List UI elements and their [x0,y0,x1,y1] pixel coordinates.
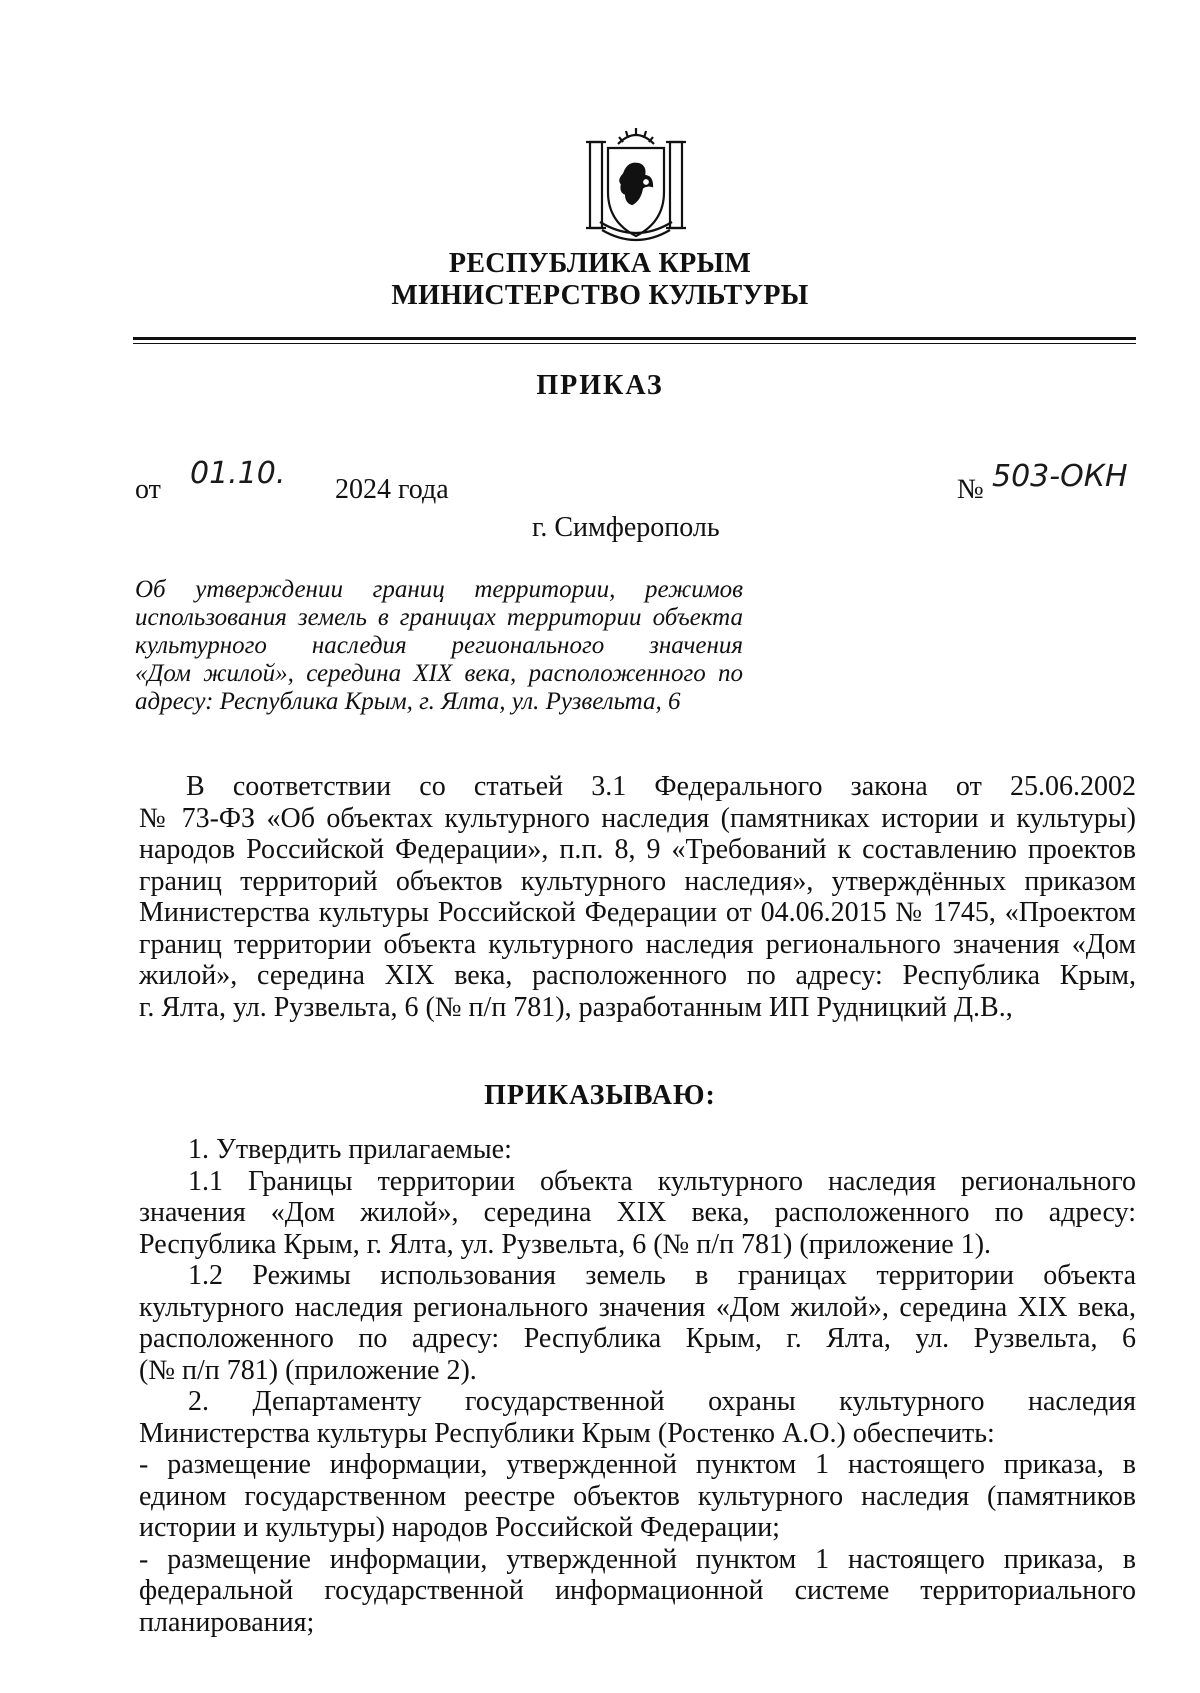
bullet-1-line: едином государственном реестре объектов культурного наследия (памятников [139,1480,1136,1512]
item-2-line: Министерства культуры Республики Крым (Ростенко А.О.) обеспечить: [139,1417,995,1449]
preamble-line: В соответствии со статьей 3.1 Федерального закона от 25.06.2002 [186,771,1136,802]
handwritten-date: 01.10. [190,456,286,491]
preamble-line: границ территории объекта культурного наследия регионального значения «Дом [139,928,1136,960]
preamble-line: народов Российской Федерации», п.п. 8, 9 «Требований к составлению проектов [139,834,1136,865]
preamble-line: № 73-ФЗ «Об объектах культурного наследия (памятниках истории и культуры) [139,802,1136,834]
title-line: адресу: Республика Крым, г. Ялта, ул. Рузвельта, 6 [135,688,681,715]
preamble-line: границ территорий объектов культурного наследия», утверждённых приказом [139,865,1136,897]
order-heading: ПРИКАЗЫВАЮ: [484,1080,716,1111]
crimea-coat-of-arms-icon [580,122,692,246]
date-prefix: от [135,474,161,505]
city: г. Симферополь [532,512,720,543]
coat-of-arms-emblem [580,122,692,246]
title-line: культурного наследия регионального значения [135,632,743,659]
item-1-2-line: расположенного по адресу: Республика Крым, г. Ялта, ул. Рузвельта, 6 [139,1323,1136,1354]
item-1-1-line: Республика Крым, г. Ялта, ул. Рузвельта, 6 (№ п/п 781) (приложение 1). [139,1228,992,1260]
bullet-2-line: - размещение информации, утвержденной пунктом 1 настоящего приказа, в [139,1543,1136,1575]
item-1-1-line: 1.1 Границы территории объекта культурного наследия регионального [188,1165,1136,1197]
order-items [139,1134,1136,1638]
header-divider-thick [133,337,1136,340]
preamble [139,771,1136,1023]
bullet-2-line: федеральной государственной информационной системе территориального [139,1575,1136,1606]
title-line: «Дом жилой», середина XIX века, расположенного по [135,660,743,687]
item-1-2-line: 1.2 Режимы использования земель в границах территории объекта [188,1260,1136,1291]
bullet-1-line: - размещение информации, утвержденной пунктом 1 настоящего приказа, в [139,1449,1136,1480]
document-title [135,576,743,716]
handwritten-number: 503-ОКН [992,459,1128,494]
item-1-1-line: значения «Дом жилой», середина XIX века, расположенного по адресу: [139,1197,1136,1228]
preamble-line: Министерства культуры Российской Федерации от 04.06.2015 № 1745, «Проектом [139,897,1136,928]
item-1-2-line: (№ п/п 781) (приложение 2). [139,1354,477,1386]
title-line: использования земель в границах территории объекта [135,604,743,631]
item-2-line: 2. Департаменту государственной охраны культурного наследия [188,1386,1136,1417]
header-divider-thin [133,343,1136,344]
number-sign: № [957,474,984,505]
date-year: 2024 года [335,474,449,505]
bullet-1-line: истории и культуры) народов Российской Федерации; [139,1512,780,1543]
header-republic: РЕСПУБЛИКА КРЫМ [448,248,752,279]
item-1: 1. Утвердить прилагаемые: [188,1134,512,1165]
header-ministry: МИНИСТЕРСТВО КУЛЬТУРЫ [391,280,809,311]
preamble-line: г. Ялта, ул. Рузвельта, 6 (№ п/п 781), разработанным ИП Рудницкий Д.В., [139,991,1013,1023]
title-line: Об утверждении границ территории, режимов [135,576,743,603]
preamble-line: жилой», середина XIX века, расположенного по адресу: Республика Крым, [139,960,1136,991]
item-1-2-line: культурного наследия регионального значения «Дом жилой», середина XIX века, [139,1291,1136,1323]
bullet-2-line: планирования; [139,1606,315,1638]
document-type: ПРИКАЗ [536,370,664,401]
